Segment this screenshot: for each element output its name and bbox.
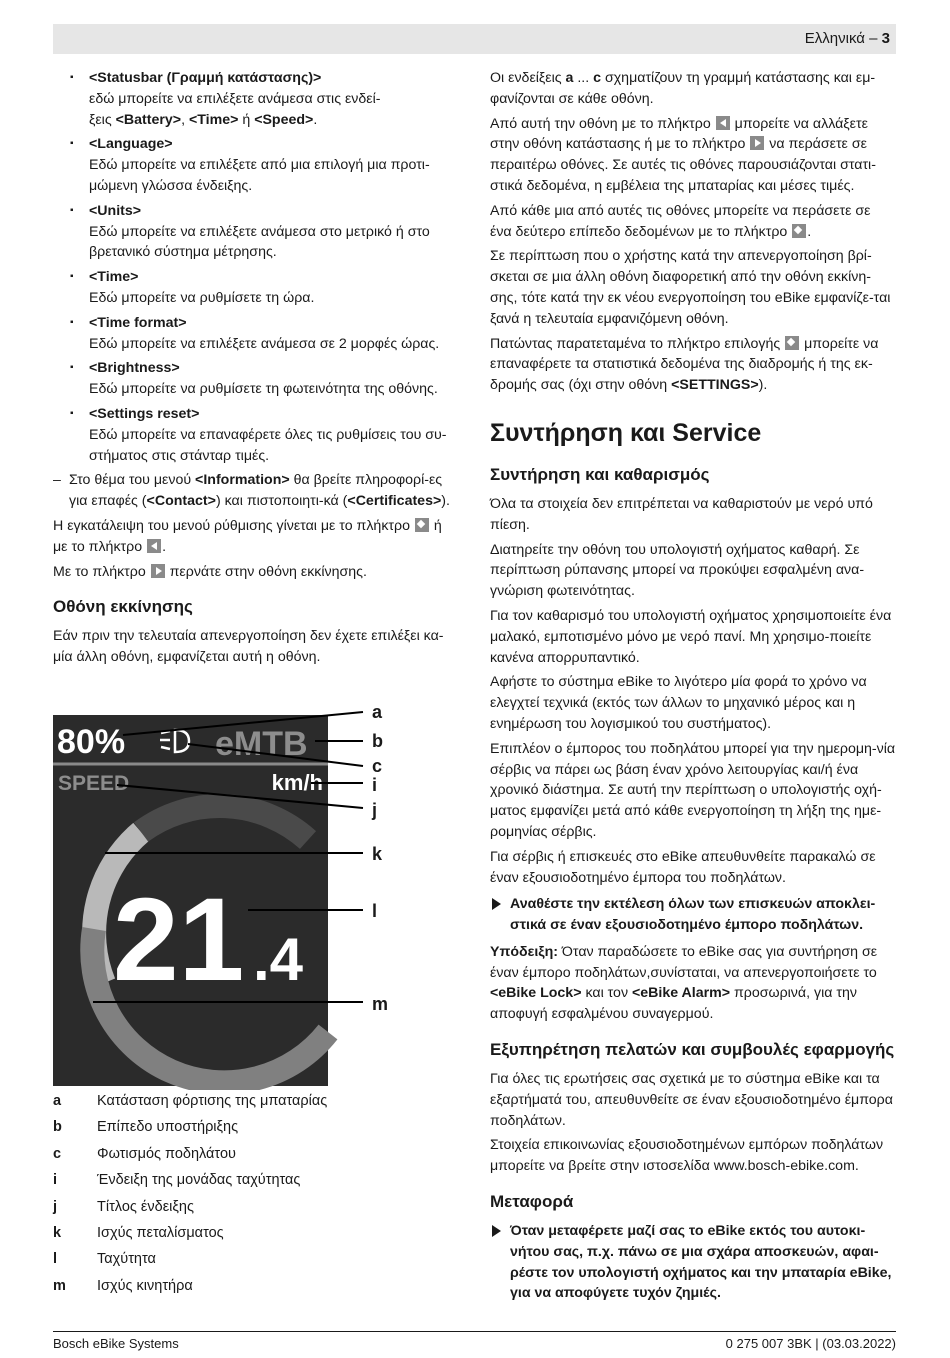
legend-letter: c [53, 1145, 62, 1162]
item-text: Εδώ μπορείτε να επαναφέρετε όλες τις ρυθμίσεις του συ-στήματος στις στάνταρ τιμές. [89, 426, 447, 464]
item-option: <Speed> [254, 111, 314, 128]
item-text: ή [238, 111, 255, 128]
paragraph: Επιπλέον ο έμπορος του ποδηλάτου μπορεί για την ημερομη-νία σέρβις να πάρει ως βάση έναν χρόνο λειτουργίας και/ή ένα χρονικό διάστημα. Σε αυτή την περίπτωση ο υπολογιστής οχή-ματος εμφανίζει μετά από κάθε ενεργοποίηση τη λήξη της ημε-ρομηνίας σέρβις. [490, 740, 896, 840]
select-key-icon [415, 518, 429, 532]
left-column [53, 68, 458, 672]
paragraph: Αφήστε το σύστημα eBike το λιγότερο μία φορά το χρόνο να ελεγχτεί τεχνικά (εκτός των άλλων το μηχανικό μέρος και η ενημέρωση του λογισμικού του συστήματος). [490, 674, 867, 732]
item-title: <Brightness> [89, 360, 180, 377]
item-option: <Battery> [115, 111, 182, 128]
contact-paragraph [490, 1135, 896, 1177]
paragraph: Όλα τα στοιχεία δεν επιτρέπεται να καθαριστούν με νερό υπό πίεση. [490, 495, 873, 533]
paragraph: Για σέρβις ή επισκευές στο eBike απευθυνθείτε παρακαλώ σε έναν εξουσιοδοτημένο έμπορα του ποδηλάτων. [490, 848, 876, 886]
legend-text: Ένδειξη της μονάδας ταχύτητας [97, 1172, 301, 1189]
text: σχηματίζουν τη γραμμή κατάστασης και εμ-φανίζονται σε κάθε οθόνη. [490, 70, 876, 107]
legend-letter: b [53, 1119, 62, 1136]
menu-name: <Certificates> [347, 493, 442, 510]
legend-text: Ταχύτητα [97, 1251, 156, 1268]
footer-divider [53, 1331, 896, 1332]
legend-row [53, 1093, 327, 1119]
text: Στο θέμα του μενού [69, 472, 196, 489]
text: a [565, 70, 574, 86]
item-text: . [313, 111, 318, 128]
item-text: Εδώ μπορείτε να επιλέξετε ανάμεσα σε 2 μορφές ώρας. [89, 335, 440, 352]
text: Από αυτή την οθόνη με το πλήκτρο [490, 115, 715, 132]
speed-value: 21 [113, 874, 245, 1006]
footer-docnumber: 0 275 007 3BK | (03.03.2022) [725, 1336, 896, 1351]
left-key-icon [716, 116, 730, 130]
legend-text: Κατάσταση φόρτισης της μπαταρίας [97, 1093, 328, 1109]
text: Η εγκατάλειψη του μενού ρύθμισης γίνεται με το πλήκτρο [53, 517, 414, 534]
item-title: <Time format> [89, 314, 187, 331]
item-text: , [181, 111, 189, 128]
legend-text: Φωτισμός ποδηλάτου [97, 1145, 236, 1162]
service-heading: Εξυπηρέτηση πελατών και συμβουλές εφαρμογής [490, 1040, 895, 1060]
header-bar [53, 24, 896, 54]
section-title: Οθόνη εκκίνησης [53, 597, 193, 617]
item-text: ξεις [89, 111, 116, 128]
item-text: Εδώ μπορείτε να ρυθμίσετε τη ώρα. [89, 289, 315, 306]
legend-text: Τίτλος ένδειξης [97, 1198, 194, 1215]
list-item [53, 134, 458, 196]
start-paragraph [53, 562, 458, 583]
callout-b: b [372, 731, 383, 751]
list-item [53, 358, 458, 400]
callout-i: i [372, 775, 378, 795]
legend-letter: l [53, 1251, 58, 1268]
item-text: εδώ μπορείτε να επιλέξετε ανάμεσα στις ενδεί- [89, 90, 381, 107]
item-text: Εδώ μπορείτε να επιλέξετε ανάμεσα στο μετρικό ή στο βρετανικό σύστημα μέτρησης. [89, 223, 430, 261]
item-option: <Time> [188, 111, 239, 128]
item-title: <Statusbar (Γραμμή κατάστασης)> [89, 70, 322, 86]
maintenance-heading: Συντήρηση και Service [490, 418, 762, 447]
footer-company: Bosch eBike Systems [53, 1336, 179, 1351]
exit-paragraph [53, 516, 458, 558]
callout-c: c [372, 756, 383, 776]
screens-paragraph [490, 114, 896, 197]
cleaning-heading: Συντήρηση και καθαρισμός [490, 464, 710, 484]
item-title: <Settings reset> [89, 405, 200, 422]
header-separator: – [869, 30, 878, 47]
list-item [53, 313, 458, 355]
callout-l: l [372, 901, 378, 921]
text: και τον [581, 985, 632, 1002]
paragraph: Για τον καθαρισμό του υπολογιστή οχήματος χρησιμοποιείτε ένα μαλακό, εμποτισμένο μόνο με νερό πανί. Μη χρησιμο-ποιείτε κανένα απορρυπαντικό. [490, 607, 892, 666]
text: να περάσετε σε περαιτέρω οθόνες. Σε αυτές τις οθόνες παρουσιάζονται στατι-στικά δεδομένα, η εμβέλεια της μπαταρίας και μέσες τιμές. [490, 136, 876, 194]
reset-paragraph [490, 334, 896, 396]
text: Με το πλήκτρο [53, 563, 150, 580]
legend-row [53, 1251, 327, 1277]
note-label: Υπόδειξη: [490, 943, 558, 960]
text: <SETTINGS> [671, 377, 759, 394]
text: μπορείτε να αλλάξετε στην οθόνη κατάστασης ή με το πλήκτρο [490, 115, 868, 153]
paragraph: Για όλες τις ερωτήσεις σας σχετικά με το σύστημα eBike και τα εξαρτήματά του, απευθυνθείτε σε έναν εξουσιοδοτημένο έμπορα ποδηλάτων. [490, 1071, 893, 1129]
paragraph: Διατηρείτε την οθόνη του υπολογιστή οχήματος καθαρή. Σε περίπτωση ρύπανσης μπορεί να προκύψει εσφαλμένη ανα-γνώριση φωτεινότητας. [490, 541, 865, 600]
battery-charge: 80% [57, 723, 126, 761]
text: Στοιχεία επικοινωνίας εξουσιοδοτημένων εμπόρων ποδηλάτων μπορείτε να βρείτε στην ιστοσελίδα [490, 1137, 884, 1175]
text: ). [441, 493, 450, 510]
select-key-icon [792, 224, 806, 238]
text: Όταν παραδώσετε το eBike σας για συντήρηση σε έναν έμπορο ποδηλάτων,συνίσταται, να απενεργοποιήσετε το [490, 943, 878, 981]
legend-row [53, 1199, 327, 1225]
legend-row [53, 1225, 327, 1251]
display-illustration [53, 700, 413, 1090]
header-language: Ελληνικά [804, 30, 865, 47]
legend-row [53, 1119, 327, 1145]
section-text: Εάν πριν την τελευταία απενεργοποίηση δεν έχετε επιλέξει κα-μία άλλη οθόνη, εμφανίζεται αυτή η οθόνη. [53, 628, 444, 666]
second-level-paragraph [490, 201, 896, 243]
text: <eBike Lock> [490, 985, 582, 1002]
text: . [807, 223, 812, 240]
text: ή με το πλήκτρο [53, 517, 442, 555]
legend-text: Ισχύς πεταλίσματος [97, 1224, 224, 1241]
text: Πατώντας παρατεταμένα το πλήκτρο επιλογής [490, 335, 785, 352]
legend-row [53, 1146, 327, 1172]
legend-text: Ισχύς κινητήρα [97, 1277, 193, 1294]
legend-row [53, 1172, 327, 1198]
text: <eBike Alarm> [632, 985, 731, 1002]
callout-j: j [372, 800, 378, 820]
speed-unit: km/h [271, 770, 323, 795]
item-text: Εδώ μπορείτε να ρυθμίσετε τη φωτεινότητα της οθόνης. [89, 381, 438, 398]
right-key-icon [750, 136, 764, 150]
list-item [53, 267, 458, 309]
legend-letter: j [53, 1198, 58, 1215]
status-paragraph [490, 68, 896, 110]
text: c [593, 70, 602, 86]
text: ) και πιστοποιητι-κά ( [215, 493, 348, 510]
list-item [53, 68, 458, 130]
text: ). [758, 377, 768, 394]
right-key-icon [151, 564, 165, 578]
assist-mode: eMTB [215, 725, 308, 763]
item-title: <Language> [89, 136, 173, 153]
text: Οι ενδείξεις [490, 70, 566, 86]
text: μπορείτε να επαναφέρετε τα στατιστικά δεδομένα της διαδρομής ή της εκ-δρομής σας (όχι στην οθόνη [490, 335, 879, 394]
text: ... [573, 70, 594, 86]
item-text: Εδώ μπορείτε να επιλέξετε από μια επιλογή μια προτι-μώμενη γλώσσα ένδειξης. [89, 157, 430, 194]
legend-letter: k [53, 1224, 62, 1241]
text: . [854, 1158, 859, 1175]
transport-heading: Μεταφορά [490, 1192, 574, 1212]
item-title: <Time> [89, 269, 139, 286]
callout-k: k [372, 844, 383, 864]
left-key-icon [147, 539, 161, 553]
select-key-icon [785, 336, 799, 350]
menu-name: <Contact> [146, 493, 216, 510]
text: . [162, 538, 167, 555]
legend-row [53, 1278, 327, 1304]
list-item [53, 404, 458, 466]
text: προσωρινά, για την αποφυγή εσφαλμένου συναγερμού. [490, 985, 857, 1023]
info-dash-item [53, 470, 458, 512]
legend-letter: i [53, 1172, 58, 1189]
legend-letter: a [53, 1093, 62, 1109]
note-paragraph [490, 942, 896, 1025]
page-header [805, 30, 890, 47]
text: Από κάθε μια από αυτές τις οθόνες μπορείτε να περάσετε σε ένα δεύτερο επίπεδο δεδομένων με το πλήκτρο [490, 202, 871, 240]
website-link[interactable]: www.bosch-ebike.com [713, 1158, 855, 1175]
item-title: <Units> [89, 202, 142, 219]
callout-m: m [372, 994, 389, 1014]
callout-a: a [372, 702, 383, 722]
speed-decimal: .4 [253, 926, 304, 993]
list-item [53, 201, 458, 263]
last-screen-paragraph: Σε περίπτωση που ο χρήστης κατά την απενεργοποίηση βρί-σκεται σε μια άλλη οθόνη διαφορετική από την οθόνη εκκίνη-σης, τότε κατά την εκ νέου ενεργοποίηση του eBike εμφανίζε-ται ξανά η τελευταία εμφανιζόμενη οθόνη. [490, 248, 891, 327]
instruction-item: Όταν μεταφέρετε μαζί σας το eBike εκτός του αυτοκι-νήτου σας, π.χ. πάνω σε μια σχάρα αποσκευών, αφαι-ρέστε τον υπολογιστή οχήματος και την μπαταρία eBike, για να αποφύγετε τυχόν ζημιές. [490, 1221, 896, 1304]
page-number: 3 [881, 30, 890, 47]
text: θα βρείτε πληροφορί-ες για επαφές ( [69, 472, 443, 510]
menu-name: <Information> [195, 472, 290, 489]
legend [53, 1093, 327, 1304]
display-title: SPEED [58, 772, 130, 795]
legend-text: Επίπεδο υποστήριξης [97, 1119, 239, 1136]
right-column [490, 68, 896, 1310]
text: περνάτε στην οθόνη εκκίνησης. [165, 563, 367, 580]
instruction-item: Αναθέστε την εκτέλεση όλων των επισκευών αποκλει-στικά σε έναν εξουσιοδοτημένο έμπορο ποδηλάτων. [490, 894, 896, 936]
legend-letter: m [53, 1277, 66, 1294]
